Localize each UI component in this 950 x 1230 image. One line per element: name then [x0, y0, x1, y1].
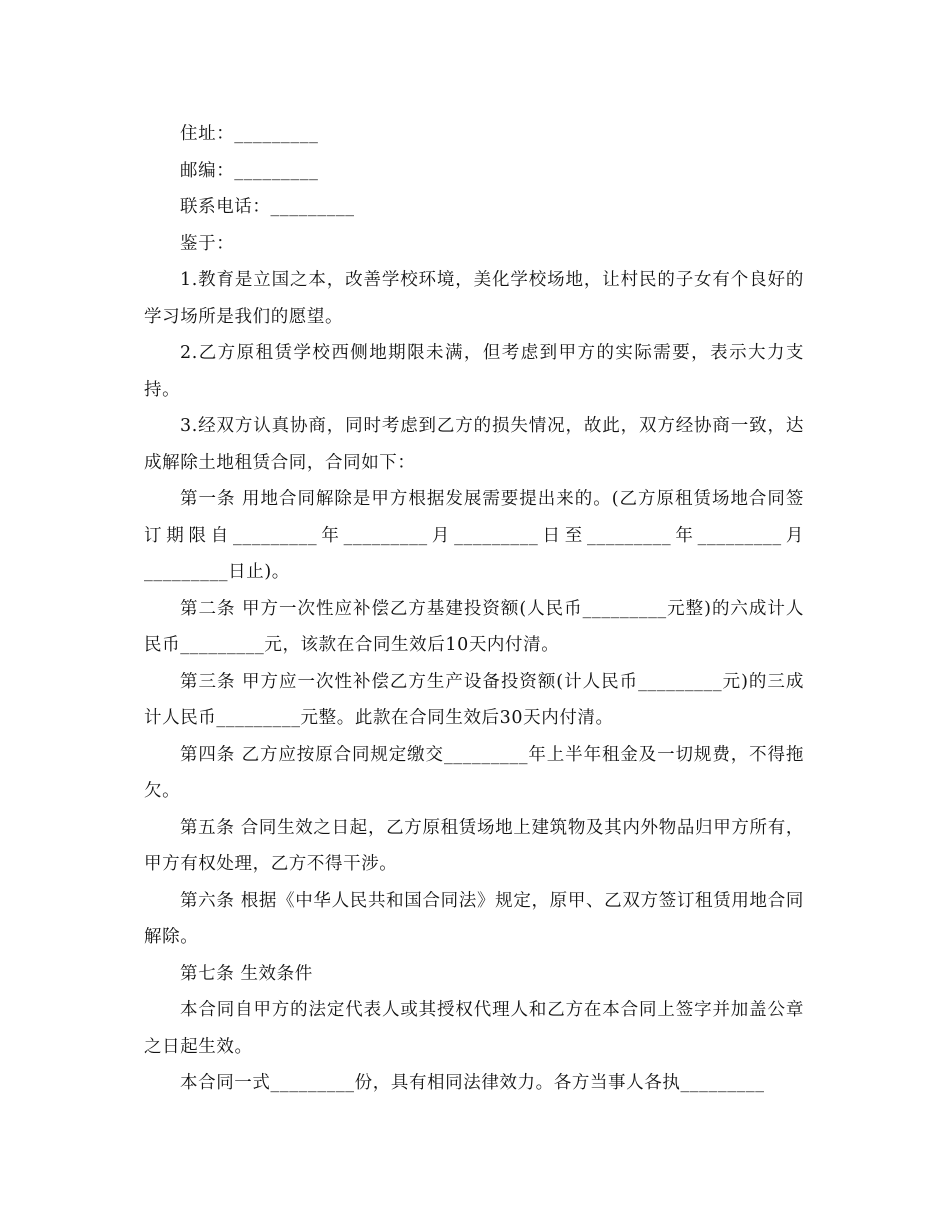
article-6: 第六条 根据《中华人民共和国合同法》规定，原甲、乙双方签订租赁用地合同解除。 — [144, 890, 804, 947]
article-4: 第四条 乙方应按原合同规定缴交_________年上半年租金及一切规费，不得拖欠。 — [144, 744, 804, 801]
postcode-line: 邮编：_________ — [180, 160, 319, 181]
whereas-item-2: 2.乙方原租赁学校西侧地期限未满，但考虑到甲方的实际需要，表示大力支持。 — [144, 343, 804, 400]
article-2: 第二条 甲方一次性应补偿乙方基建投资额(人民币_________元整)的六成计人民币_________元，该款在合同生效后10天内付清。 — [144, 598, 804, 655]
effective-clause: 本合同自甲方的法定代表人或其授权代理人和乙方在本合同上签字并加盖公章之日起生效。 — [144, 1000, 804, 1057]
whereas-item-3: 3.经双方认真协商，同时考虑到乙方的损失情况，故此，双方经协商一致，达成解除土地租赁合同，合同如下： — [144, 416, 804, 473]
address-line: 住址：_________ — [180, 124, 319, 144]
article-5: 第五条 合同生效之日起，乙方原租赁场地上建筑物及其内外物品归甲方所有，甲方有权处理，乙方不得干涉。 — [144, 817, 804, 874]
article-7-heading: 第七条 生效条件 — [180, 963, 313, 984]
article-3: 第三条 甲方应一次性补偿乙方生产设备投资额(计人民币_________元)的三成计人民币_________元整。此款在合同生效后30天内付清。 — [144, 671, 804, 728]
copies-clause: 本合同一式_________份，具有相同法律效力。各方当事人各执_________ — [180, 1073, 765, 1093]
whereas-item-1: 1.教育是立国之本，改善学校环境，美化学校场地，让村民的子女有个良好的学习场所是我们的愿望。 — [144, 270, 804, 327]
document-body — [144, 116, 804, 1102]
whereas-heading: 鉴于： — [180, 233, 235, 254]
phone-line: 联系电话：_________ — [180, 197, 355, 217]
article-1: 第一条 用地合同解除是甲方根据发展需要提出来的。(乙方原租赁场地合同签订期限自_________年_________月_________日至_________年_________月_________日止)。 — [144, 489, 804, 582]
